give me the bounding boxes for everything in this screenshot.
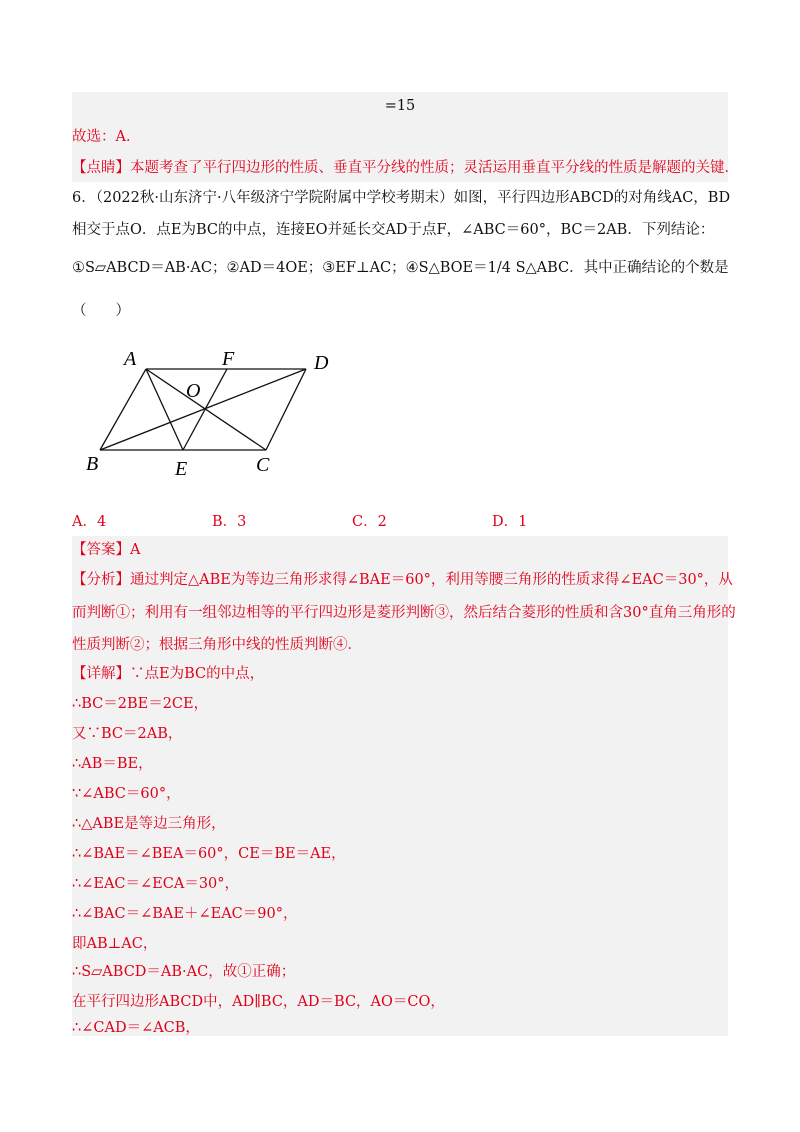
detail-line-4 bbox=[72, 754, 728, 774]
detail-label: 【详解】 bbox=[72, 666, 130, 682]
analysis-text-1: 通过判定△ABE为等边三角形求得∠BAE＝60°，利用等腰三角形的性质求得∠EAC＝30°，从 bbox=[130, 572, 733, 588]
label-O: O bbox=[186, 380, 201, 402]
label-B: B bbox=[86, 453, 99, 475]
option-b: B．3 bbox=[212, 514, 247, 530]
detail-text-7: ∴∠EAC＝∠ECA＝30°， bbox=[72, 876, 240, 892]
detail-text-11: 在平行四边形ABCD中，AD∥BC，AD＝BC，AO＝CO， bbox=[72, 994, 445, 1010]
detail-text-12: ∴∠CAD＝∠ACB， bbox=[72, 1020, 200, 1036]
answer-label: 【答案】 bbox=[72, 542, 130, 558]
label-C: C bbox=[256, 454, 270, 476]
detail-text-6: ∴∠BAE＝∠BEA＝60°，CE＝BE＝AE， bbox=[72, 846, 346, 862]
parallelogram-figure bbox=[80, 345, 340, 495]
option-d: D．1 bbox=[492, 514, 528, 530]
detail-text-2: 又∵BC＝2AB， bbox=[72, 726, 183, 742]
label-A: A bbox=[124, 348, 137, 370]
label-D: D bbox=[314, 352, 329, 374]
option-c: C．2 bbox=[352, 514, 387, 530]
comment-label: 【点睛】 bbox=[72, 160, 130, 176]
analysis-label: 【分析】 bbox=[72, 572, 130, 588]
question-line-3: ①S▱ABCD＝AB·AC；②AD＝4OE；③EF⊥AC；④S△BOE＝1/4 S△ABC．其中正确结论的个数是 bbox=[72, 260, 729, 276]
detail-line-8 bbox=[72, 874, 728, 894]
equation-result: =15 bbox=[384, 98, 416, 114]
detail-line-10 bbox=[72, 934, 728, 954]
detail-line-9 bbox=[72, 904, 728, 924]
option-a: A．4 bbox=[72, 514, 107, 530]
detail-line-5 bbox=[72, 784, 728, 804]
prev-comment bbox=[72, 158, 739, 178]
question-line1-tail: 如图，平行四边形ABCD的对角线AC，BD bbox=[453, 190, 731, 206]
detail-text-5: ∴△ABE是等边三角形， bbox=[72, 816, 226, 832]
question-line-1 bbox=[72, 188, 731, 208]
analysis-line-1 bbox=[72, 570, 733, 590]
analysis-line-2: 而判断①；利用有一组邻边相等的平行四边形是菱形判断③，然后结合菱形的性质和含30°直角三角形的 bbox=[72, 605, 736, 621]
answer-value: A bbox=[130, 542, 141, 558]
detail-text-0: ∵点E为BC的中点， bbox=[130, 666, 265, 682]
answer-blank: （ ） bbox=[72, 303, 130, 319]
detail-text-9: 即AB⊥AC， bbox=[72, 936, 158, 952]
analysis-line-3: 性质判断②；根据三角形中线的性质判断④． bbox=[72, 637, 362, 653]
comment-text: 本题考查了平行四边形的性质、垂直平分线的性质；灵活运用垂直平分线的性质是解题的关键． bbox=[130, 160, 739, 176]
detail-line-1 bbox=[72, 664, 728, 684]
prev-conclusion: 故选：A． bbox=[72, 129, 141, 145]
question-source: （2022秋·山东济宁·八年级济宁学院附属中学校考期末） bbox=[95, 190, 454, 206]
detail-line-11 bbox=[72, 962, 728, 982]
detail-line-7 bbox=[72, 844, 728, 864]
detail-line-2 bbox=[72, 694, 728, 714]
detail-text-1: ∴BC＝2BE＝2CE， bbox=[72, 696, 209, 712]
detail-text-4: ∵∠ABC＝60°， bbox=[72, 786, 181, 802]
label-F: F bbox=[222, 348, 235, 370]
answer-line bbox=[72, 540, 728, 560]
detail-text-10: ∴S▱ABCD＝AB·AC，故①正确； bbox=[72, 964, 296, 980]
detail-line-13 bbox=[72, 1018, 728, 1038]
detail-text-3: ∴AB＝BE， bbox=[72, 756, 153, 772]
question-number: 6． bbox=[72, 190, 96, 206]
question-line-2: 相交于点O．点E为BC的中点，连接EO并延长交AD于点F，∠ABC＝60°，BC＝2AB．下列结论： bbox=[72, 222, 715, 238]
label-E: E bbox=[175, 458, 188, 480]
detail-line-6 bbox=[72, 814, 728, 834]
detail-text-8: ∴∠BAC＝∠BAE＋∠EAC＝90°， bbox=[72, 906, 298, 922]
detail-line-12 bbox=[72, 992, 728, 1012]
detail-line-3 bbox=[72, 724, 728, 744]
